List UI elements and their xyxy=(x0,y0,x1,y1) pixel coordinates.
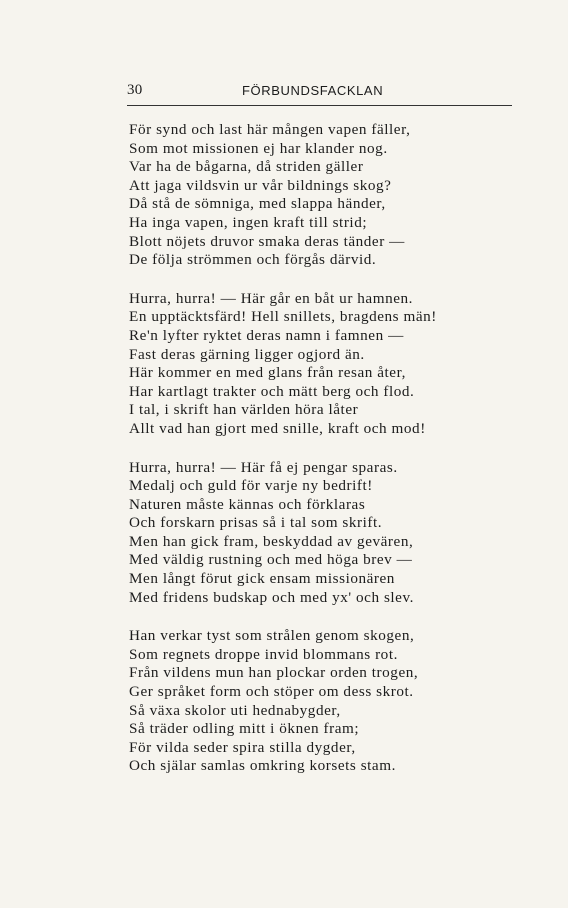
poem-line: Allt vad han gjort med snille, kraft och mod! xyxy=(129,419,426,437)
poem-line: Var ha de bågarna, då striden gäller xyxy=(129,158,364,176)
poem-line: Då stå de sömniga, med slappa händer, xyxy=(129,195,386,213)
poem-line: Som mot missionen ej har klander nog. xyxy=(129,139,388,157)
poem-line: Så växa skolor uti hednabygder, xyxy=(129,701,341,719)
header-rule xyxy=(127,105,512,106)
poem-line: Men han gick fram, beskyddad av gevären, xyxy=(129,532,414,550)
stanza-3 xyxy=(129,459,559,608)
poem-line: Men långt förut gick ensam missionären xyxy=(129,570,395,588)
poem-line: Hurra, hurra! — Här går en båt ur hamnen. xyxy=(129,289,413,307)
poem-line: I tal, i skrift han världen höra låter xyxy=(129,401,359,419)
poem-line: Ha inga vapen, ingen kraft till strid; xyxy=(129,213,368,231)
poem-line: Som regnets droppe invid blommans rot. xyxy=(129,645,398,663)
page-number: 30 xyxy=(127,82,143,98)
poem-line: Och själar samlas omkring korsets stam. xyxy=(129,757,396,775)
running-title: FÖRBUNDSFACKLAN xyxy=(242,83,384,98)
poem-line: En upptäcktsfärd! Hell snillets, bragdens män! xyxy=(129,308,437,326)
stanza-4 xyxy=(129,627,559,776)
poem-line: Så träder odling mitt i öknen fram; xyxy=(129,720,360,738)
poem-line: Har kartlagt trakter och mätt berg och flod. xyxy=(129,382,415,400)
poem-line: Medalj och guld för varje ny bedrift! xyxy=(129,477,373,495)
poem-line: Han verkar tyst som strålen genom skogen, xyxy=(129,627,415,645)
stanza-1 xyxy=(129,121,559,270)
poem-body xyxy=(129,121,559,796)
poem-line: Att jaga vildsvin ur vår bildnings skog? xyxy=(129,176,392,194)
poem-line: Naturen måste kännas och förklaras xyxy=(129,495,366,513)
poem-line: Med väldig rustning och med höga brev — xyxy=(129,551,413,569)
poem-line: För vilda seder spira stilla dygder, xyxy=(129,738,356,756)
poem-line: Med fridens budskap och med yx' och slev. xyxy=(129,588,414,606)
poem-line: Och forskarn prisas så i tal som skrift. xyxy=(129,514,383,532)
poem-line: Från vildens mun han plockar orden trogen, xyxy=(129,664,419,682)
poem-line: De följa strömmen och förgås därvid. xyxy=(129,251,377,269)
stanza-2 xyxy=(129,290,559,439)
poem-line: Här kommer en med glans från resan åter, xyxy=(129,364,406,382)
poem-line: Re'n lyfter ryktet deras namn i famnen — xyxy=(129,326,404,344)
poem-line: Ger språket form och stöper om dess skrot. xyxy=(129,683,414,701)
poem-line: Hurra, hurra! — Här få ej pengar sparas. xyxy=(129,458,398,476)
poem-line: Fast deras gärning ligger ogjord än. xyxy=(129,345,365,363)
page-header xyxy=(127,82,512,102)
poem-line: För synd och last här mången vapen fäller, xyxy=(129,121,411,138)
poem-line: Blott nöjets druvor smaka deras tänder — xyxy=(129,232,405,250)
